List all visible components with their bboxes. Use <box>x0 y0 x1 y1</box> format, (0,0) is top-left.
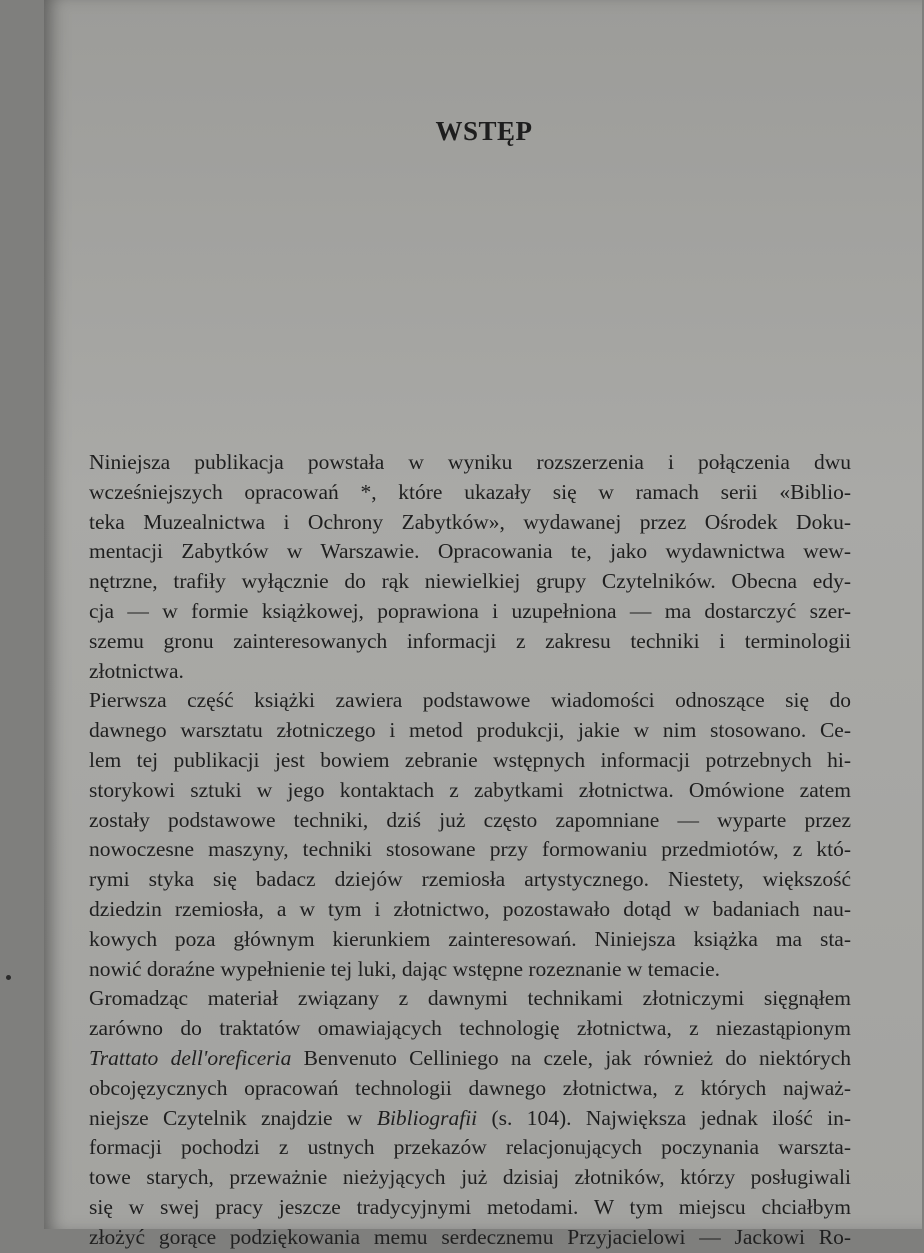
text-line: towe starych, przeważnie nieżyjących już dzisiaj złotników, którzy posługiwali <box>89 1165 851 1190</box>
text-line: Gromadząc materiał związany z dawnymi technikami złotniczymi sięgnąłem <box>89 986 851 1011</box>
text-line: kowych poza głównym kierunkiem zainteresowań. Niniejsza książka ma sta- <box>89 926 851 951</box>
text-line: storykowi sztuki w jego kontaktach z zabytkami złotnictwa. Omówione zatem <box>89 777 851 802</box>
text-line: złożyć gorące podziękowania memu serdecznemu Przyjacielowi — Jackowi Ro- <box>89 1224 851 1249</box>
margin-dot <box>6 975 11 980</box>
text-line: formacji pochodzi z ustnych przekazów relacjonujących poczynania warszta- <box>89 1135 851 1160</box>
text-line: lem tej publikacji jest bowiem zebranie wstępnych informacji potrzebnych hi- <box>89 747 851 772</box>
text-line: Pierwsza część książki zawiera podstawowe wiadomości odnoszące się do <box>89 688 851 713</box>
italic-phrase: Trattato dell'oreficeria <box>89 1045 292 1070</box>
body-text <box>89 448 851 1253</box>
text-line: zarówno do traktatów omawiających technologię złotnictwa, z niezastąpionym <box>89 1016 851 1041</box>
text-line: mentacji Zabytków w Warszawie. Opracowania te, jako wydawnictwa wew- <box>89 539 851 564</box>
text-line: szemu gronu zainteresowanych informacji z zakresu techniki i terminologii <box>89 628 851 653</box>
text-line: nowoczesne maszyny, techniki stosowane przy formowaniu przedmiotów, z któ- <box>89 837 851 862</box>
text-line-italic-title: Trattato dell'oreficeria Benvenuto Celliniego na czele, jak również do niektórych <box>89 1045 852 1070</box>
paragraph-3 <box>89 984 851 1252</box>
text-line: Niniejsza publikacja powstała w wyniku rozszerzenia i połączenia dwu <box>89 450 851 474</box>
text-line: wcześniejszych opracowań *, które ukazały się w ramach serii «Biblio- <box>89 479 851 504</box>
text-line: nowić doraźne wypełnienie tej luki, dając wstępne rozeznanie w temacie. <box>89 956 720 981</box>
text-line: obcojęzycznych opracowań technologii dawnego złotnictwa, z których najważ- <box>89 1075 851 1100</box>
paragraph-2 <box>89 686 851 984</box>
text-line: się w swej pracy jeszcze tradycyjnymi metodami. W tym miejscu chciałbym <box>89 1194 851 1219</box>
text-line: cja — w formie książkowej, poprawiona i uzupełniona — ma dostarczyć szer- <box>89 598 851 623</box>
text-line-italic-ref: niejsze Czytelnik znajdzie w Bibliografii (s. 104). Największa jednak ilość in- <box>89 1105 851 1130</box>
text-line: nętrzne, trafiły wyłącznie do rąk niewielkiej grupy Czytelników. Obecna edy- <box>89 569 851 594</box>
text-line: teka Muzealnictwa i Ochrony Zabytków», wydawanej przez Ośrodek Doku- <box>89 509 851 534</box>
text-line: zostały podstawowe techniki, dziś już często zapomniane — wyparte przez <box>89 807 851 832</box>
italic-phrase: Bibliografii <box>376 1105 478 1130</box>
text-line: rymi styka się badacz dziejów rzemiosła artystycznego. Niestety, większość <box>89 867 851 892</box>
text-line: dziedzin rzemiosła, a w tym i złotnictwo, pozostawało dotąd w badaniach nau- <box>89 896 851 921</box>
book-page <box>44 0 922 1249</box>
paragraph-1 <box>89 448 851 686</box>
page-title: WSTĘP <box>435 116 533 146</box>
text-line: dawnego warsztatu złotniczego i metod produkcji, jakie w nim stosowano. Ce- <box>89 718 851 743</box>
text-line: złotnictwa. <box>89 658 184 683</box>
